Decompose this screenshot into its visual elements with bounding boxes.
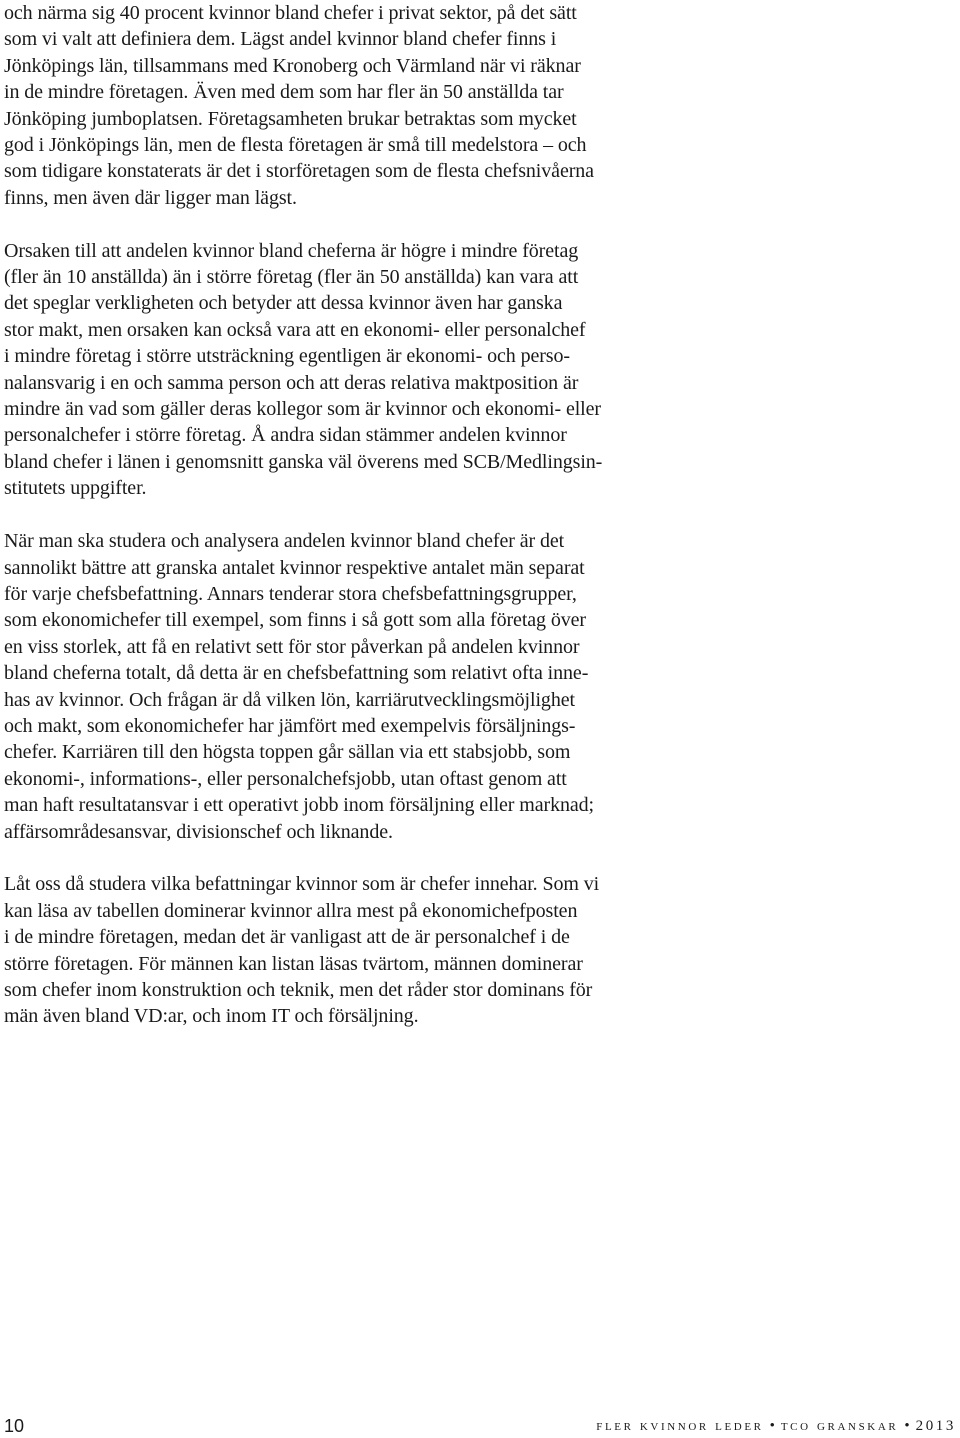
text-line: Jönköpings län, tillsammans med Kronoberg och Värmland när vi räknar <box>4 54 581 77</box>
text-line: kan läsa av tabellen dominerar kvinnor allra mest på ekonomichefposten <box>4 899 578 922</box>
text-line: som vi valt att definiera dem. Lägst andel kvinnor bland chefer finns i <box>4 28 557 51</box>
text-line: När man ska studera och analysera andelen kvinnor bland chefer är det <box>4 530 565 553</box>
text-line: finns, men även där ligger man lägst. <box>4 186 297 209</box>
text-line: och närma sig 40 procent kvinnor bland chefer i privat sektor, på det sätt <box>4 2 577 24</box>
text-line: som ekonomichefer till exempel, som finns i så gott som alla företag över <box>4 609 586 632</box>
text-line: ekonomi-, informations-, eller personalchefsjobb, utan oftast genom att <box>4 767 567 790</box>
paragraph-gap <box>4 211 724 237</box>
page-number: 10 <box>4 1416 25 1436</box>
text-line: Orsaken till att andelen kvinnor bland cheferna är högre i mindre företag <box>4 239 579 262</box>
publication-title: fler kvinnor leder <box>596 1418 764 1434</box>
publisher-name: tco granskar <box>780 1418 899 1434</box>
running-footer <box>596 1414 956 1438</box>
text-line: affärsområdesansvar, divisionschef och liknande. <box>4 820 393 843</box>
text-line: (fler än 10 anställda) än i större företag (fler än 50 anställda) kan vara att <box>4 266 579 289</box>
text-line: större företagen. För männen kan listan läsas tvärtom, männen dominerar <box>4 952 583 975</box>
text-line: Jönköping jumboplatsen. Företagsamheten brukar betraktas som mycket <box>4 107 577 130</box>
text-line: has av kvinnor. Och frågan är då vilken lön, karriärutvecklingsmöjlighet <box>4 688 575 711</box>
bullet-separator: • <box>904 1418 910 1434</box>
text-line: det speglar verkligheten och betyder att dessa kvinnor även har ganska <box>4 292 563 315</box>
paragraph-2 <box>4 238 724 502</box>
text-line: bland chefer i länen i genomsnitt ganska väl överens med SCB/Medlingsin- <box>4 450 603 473</box>
paragraph-1 <box>4 0 724 211</box>
text-line: personalchefer i större företag. Å andra sidan stämmer andelen kvinnor <box>4 424 567 447</box>
text-line: nalansvarig i en och samma person och att deras relativa maktposition är <box>4 371 579 394</box>
paragraph-4 <box>4 871 724 1029</box>
text-line: mindre än vad som gäller deras kollegor som är kvinnor och ekonomi- eller <box>4 398 601 421</box>
text-line: chefer. Karriären till den högsta toppen går sällan via ett stabsjobb, som <box>4 741 571 764</box>
body-text <box>4 0 724 1030</box>
text-line: i de mindre företagen, medan det är vanligast att de är personalchef i de <box>4 926 570 949</box>
text-line: sannolikt bättre att granska antalet kvinnor respektive antalet män separat <box>4 556 585 579</box>
text-line: bland cheferna totalt, då detta är en chefsbefattning som relativt ofta inne- <box>4 662 589 685</box>
bullet-separator: • <box>769 1418 775 1434</box>
text-line: män även bland VD:ar, och inom IT och försäljning. <box>4 1005 419 1028</box>
page-footer <box>0 1414 960 1438</box>
text-line: som tidigare konstaterats är det i storföretagen som de flesta chefsnivåerna <box>4 160 594 183</box>
text-line: som chefer inom konstruktion och teknik, men det råder stor dominans för <box>4 978 593 1001</box>
text-line: man haft resultatansvar i ett operativt jobb inom försäljning eller marknad; <box>4 794 594 817</box>
text-line: god i Jönköpings län, men de flesta företagen är små till medelstora – och <box>4 134 587 157</box>
paragraph-gap <box>4 845 724 871</box>
publication-year: 2013 <box>915 1418 956 1434</box>
paragraph-gap <box>4 502 724 528</box>
paragraph-3 <box>4 528 724 845</box>
text-line: och makt, som ekonomichefer har jämfört med exempelvis försäljnings- <box>4 714 576 737</box>
text-line: för varje chefsbefattning. Annars tenderar stora chefsbefattningsgrupper, <box>4 582 577 605</box>
text-line: i mindre företag i större utsträckning egentligen är ekonomi- och perso- <box>4 345 570 368</box>
text-line: stor makt, men orsaken kan också vara att en ekonomi- eller personalchef <box>4 318 586 341</box>
text-line: in de mindre företagen. Även med dem som har fler än 50 anställda tar <box>4 81 564 104</box>
text-line: Låt oss då studera vilka befattningar kvinnor som är chefer innehar. Som vi <box>4 873 600 896</box>
text-line: stitutets uppgifter. <box>4 477 147 500</box>
text-line: en viss storlek, att få en relativt sett för stor påverkan på andelen kvinnor <box>4 635 580 658</box>
